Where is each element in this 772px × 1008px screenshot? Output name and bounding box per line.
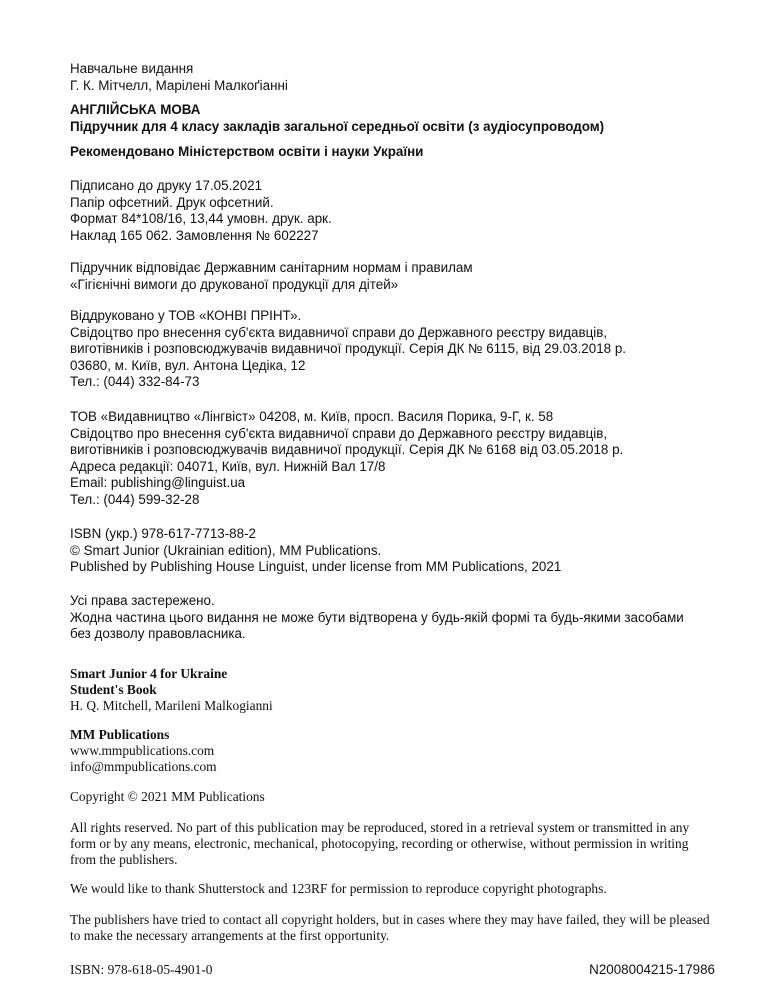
- english-rights-line: All rights reserved. No part of this publication may be reproduced, stored in a retrieval system or transmitted in any: [70, 820, 690, 835]
- printer-line: Свідоцтво про внесення суб'єкта видавничої справи до Державного реєстру видавців,: [70, 324, 608, 340]
- edition-type: Навчальне видання: [70, 61, 194, 76]
- edition-header: [70, 61, 730, 94]
- printer-info: [70, 308, 730, 391]
- print-details: [70, 178, 730, 244]
- isbn-line: © Smart Junior (Ukrainian edition), MM Publications.: [70, 542, 382, 558]
- isbn-line: ISBN (укр.) 978-617-7713-88-2: [70, 526, 256, 541]
- thanks-text: We would like to thank Shutterstock and 123RF for permission to reproduce copyright photographs.: [70, 881, 607, 896]
- print-detail-line: Формат 84*108/16, 13,44 умовн. друк. арк.: [70, 211, 332, 226]
- thanks-notice: [70, 881, 730, 897]
- book-subtitle-ukrainian: Підручник для 4 класу закладів загальної середньої освіти (з аудіосупроводом): [70, 118, 605, 134]
- contact-line: The publishers have tried to contact all copyright holders, but in cases where they may have failed, they will be pleased: [70, 912, 710, 927]
- publisher-line: Адреса редакції: 04071, Київ, вул. Нижній Вал 17/8: [70, 458, 386, 474]
- printer-line: Віддруковано у ТОВ «КОНВІ ПРІНТ».: [70, 308, 302, 323]
- contact-line: to make the necessary arrangements at the first opportunity.: [70, 927, 390, 943]
- copyright-text: Copyright © 2021 MM Publications: [70, 789, 265, 804]
- english-rights: [70, 820, 730, 867]
- publisher-website: www.mmpublications.com: [70, 742, 215, 758]
- printer-line: виготівників і розповсюджувачів видавничої продукції. Серія ДК № 6115, від 29.03.2018 р.: [70, 341, 626, 356]
- publisher-line: Свідоцтво про внесення суб'єкта видавничої справи до Державного реєстру видавців,: [70, 425, 608, 441]
- english-book-title: Smart Junior 4 for Ukraine: [70, 666, 228, 681]
- publisher-line: Тел.: (044) 599-32-28: [70, 491, 200, 507]
- printer-line: Тел.: (044) 332-84-73: [70, 374, 200, 389]
- english-rights-line: form or by any means, electronic, mechanical, photocopying, recording or otherwise, without permission in writing: [70, 835, 689, 851]
- english-authors: H. Q. Mitchell, Marileni Malkogianni: [70, 697, 273, 713]
- footer-isbn: ISBN: 978-618-05-4901-0: [70, 962, 213, 977]
- copyright-notice: [70, 789, 730, 805]
- print-detail-line: Наклад 165 062. Замовлення № 602227: [70, 227, 319, 243]
- isbn-block: [70, 526, 730, 576]
- english-rights-line: from the publishers.: [70, 851, 178, 867]
- footer-code: N2008004215-17986: [589, 962, 715, 977]
- publisher-line: виготівників і розповсюджувачів видавничої продукції. Серія ДК № 6168 від 03.05.2018 р.: [70, 442, 624, 457]
- publisher-line: ТОВ «Видавництво «Лінгвіст» 04208, м. Київ, просп. Василя Порика, 9-Г, к. 58: [70, 409, 554, 424]
- ukrainian-authors: Г. К. Мітчелл, Марілені Малкоґіанні: [70, 77, 288, 93]
- sanitary-line: Підручник відповідає Державним санітарним нормам і правилам: [70, 260, 473, 275]
- rights-line: Усі права застережено.: [70, 593, 215, 608]
- recommendation: [70, 144, 730, 161]
- publisher-email-english: info@mmpublications.com: [70, 758, 217, 774]
- print-detail-line: Папір офсетний. Друк офсетний.: [70, 194, 274, 210]
- english-book-type: Student's Book: [70, 681, 157, 697]
- english-book-info: [70, 666, 730, 713]
- recommended-text: Рекомендовано Міністерством освіти і науки України: [70, 144, 424, 159]
- print-detail-line: Підписано до друку 17.05.2021: [70, 178, 263, 193]
- printer-line: 03680, м. Київ, вул. Антона Цедіка, 12: [70, 357, 306, 373]
- publisher-name: MM Publications: [70, 727, 170, 742]
- ukrainian-rights: [70, 593, 730, 643]
- publisher-email: Email: publishing@linguist.ua: [70, 475, 246, 490]
- rights-line: Жодна частина цього видання не може бути відтворена у будь-якій формі та будь-якими засобами: [70, 609, 684, 625]
- sanitary-compliance: [70, 260, 730, 293]
- contact-notice: [70, 912, 730, 944]
- english-publisher-info: [70, 727, 730, 774]
- book-title-ukrainian: АНГЛІЙСЬКА МОВА: [70, 102, 201, 117]
- sanitary-line: «Гігієнічні вимоги до друкованої продукції для дітей»: [70, 276, 399, 292]
- title-block: [70, 102, 730, 135]
- isbn-line: Published by Publishing House Linguist, under license from MM Publications, 2021: [70, 559, 562, 574]
- publisher-info: [70, 409, 730, 508]
- rights-line: без дозволу правовласника.: [70, 626, 246, 641]
